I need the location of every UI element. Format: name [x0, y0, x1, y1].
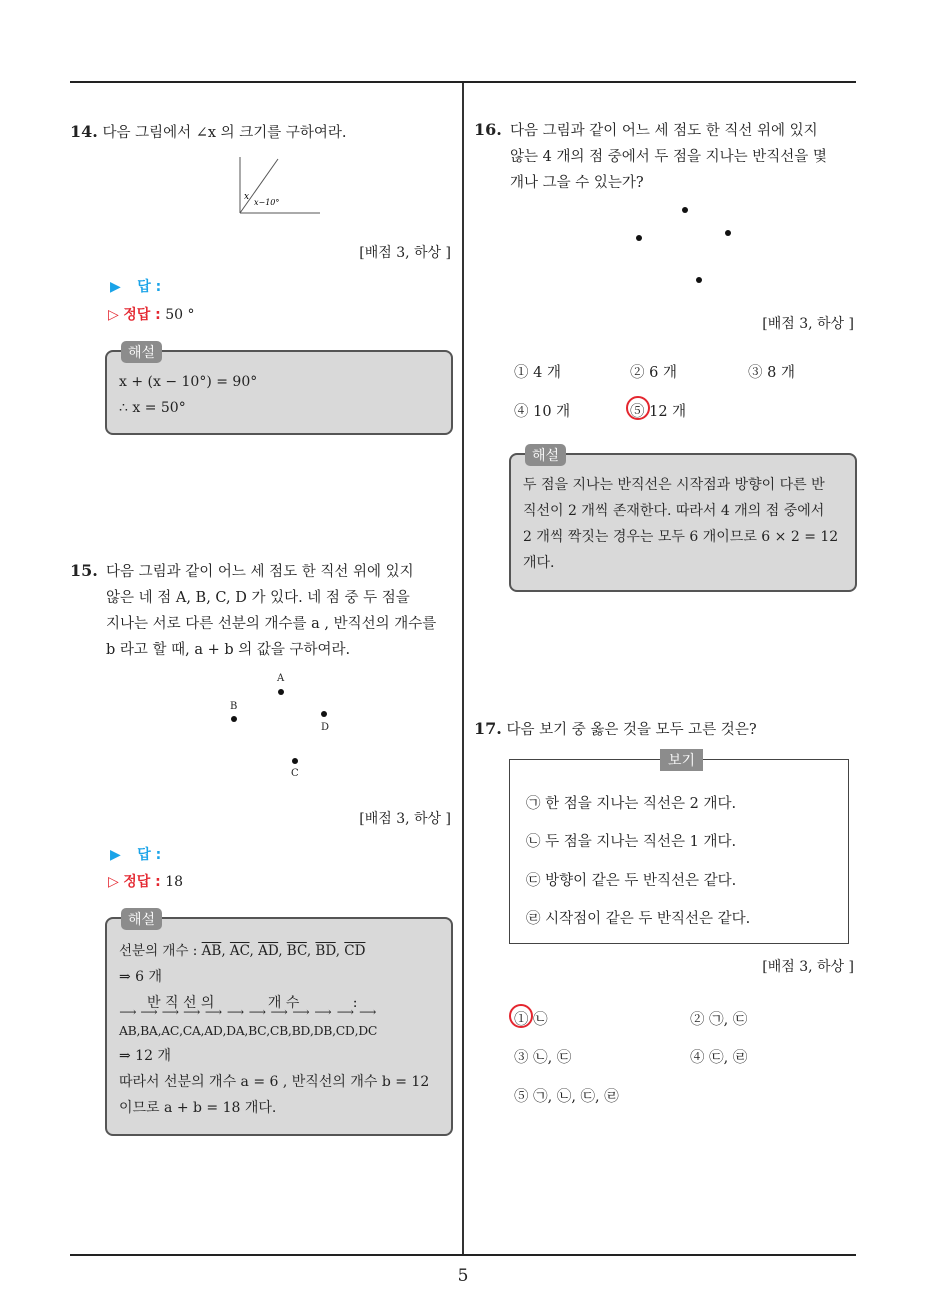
- question-17: [474, 716, 757, 743]
- correct-label: 정답 :: [123, 874, 161, 890]
- ray-list: ⟶ AB,⟶ BA,⟶ AC,⟶ CA,⟶ AD,⟶ DA,⟶ BC,⟶ CB,⟶ BD,⟶ DB,⟶ CD,⟶ DC: [119, 1018, 377, 1044]
- answer-label: 답 :: [137, 847, 162, 863]
- correct-arrow-icon: ▷: [108, 307, 119, 323]
- explanation-title: 해설: [121, 341, 162, 363]
- choice-2[interactable]: ② 6 개: [630, 365, 677, 381]
- point-label-c: C: [291, 768, 299, 779]
- ray: ⟶ CA: [183, 1018, 201, 1044]
- point: [682, 207, 688, 213]
- explanation-line: 이므로 a + b = 18 개다.: [119, 1100, 277, 1116]
- correct-row: [108, 304, 194, 324]
- score: [배점 3, 하상 ]: [762, 316, 854, 332]
- bogi-item: ㉠ 한 점을 지나는 직선은 2 개다.: [526, 796, 737, 812]
- question-line: 지나는 서로 다른 선분의 개수를 a , 반직선의 개수를: [106, 616, 437, 632]
- question-text: 다음 그림에서 ∠x 의 크기를 구하여라.: [102, 125, 347, 141]
- question-number: 16.: [474, 120, 502, 139]
- question-number: 14.: [70, 122, 98, 141]
- choice-4[interactable]: ④ ㉢, ㉣: [690, 1050, 748, 1066]
- segment-list: 선분의 개수 : $\overline{AB}$, $\overline{AC}$, $\overline{AD}$, $\overline{BC}$, $\overline{BD}$, $\overline{CD}$: [119, 943, 366, 959]
- point-d: [321, 711, 327, 717]
- question-line: 않은 네 점 A, B, C, D 가 있다. 네 점 중 두 점을: [106, 590, 410, 606]
- page-number: 5: [457, 1266, 469, 1286]
- segment-result: ⇒ 6 개: [119, 969, 163, 985]
- ray-prefix: 반 직 선 의 개 수 :: [147, 995, 358, 1011]
- point: [636, 235, 642, 241]
- ray-result: ⇒ 12 개: [119, 1048, 171, 1064]
- ray: ⟶ DC: [358, 1018, 377, 1044]
- question-line: b 라고 할 때, a + b 의 값을 구하여라.: [106, 642, 351, 658]
- correct-row: [108, 871, 183, 891]
- ray: ⟶ CB: [270, 1018, 288, 1044]
- ray: ⟶ AD: [204, 1018, 222, 1044]
- answer-mark-circle: [626, 396, 650, 420]
- explanation-line: 2 개씩 짝짓는 경우는 모두 6 개이므로 6 × 2 = 12: [523, 529, 839, 545]
- score: [배점 3, 하상 ]: [359, 811, 451, 827]
- segment: $\overline{CD}$: [344, 943, 366, 959]
- footer-rule: [70, 1254, 856, 1256]
- ray: ⟶ DB: [314, 1018, 332, 1044]
- bogi-item: ㉢ 방향이 같은 두 반직선은 같다.: [526, 873, 737, 889]
- ray: ⟶ AB: [119, 1018, 136, 1044]
- segment: $\overline{BD}$: [315, 943, 336, 959]
- answer-mark-circle: [509, 1004, 533, 1028]
- ray: ⟶ DA: [226, 1018, 244, 1044]
- bogi-title: 보기: [660, 749, 703, 771]
- explanation-line: 두 점을 지나는 반직선은 시작점과 방향이 다른 반: [523, 477, 825, 493]
- explanation-line: ∴ x = 50°: [119, 400, 186, 416]
- correct-value: 18: [165, 874, 184, 890]
- bogi-item: ㉡ 두 점을 지나는 직선은 1 개다.: [526, 834, 737, 850]
- point-label-a: A: [277, 673, 285, 684]
- fig-label-expr: x−10°: [254, 198, 280, 207]
- correct-label: 정답 :: [123, 307, 161, 323]
- choice-4[interactable]: ④ 10 개: [514, 404, 571, 420]
- point-c: [292, 758, 298, 764]
- point-a: [278, 689, 284, 695]
- bogi-box: [509, 753, 849, 944]
- segment: $\overline{AB}$: [201, 943, 222, 959]
- column-divider: [462, 83, 464, 1254]
- segment: $\overline{BC}$: [286, 943, 307, 959]
- explanation-box: [105, 345, 453, 435]
- explanation-box: [105, 912, 453, 1136]
- score: [배점 3, 하상 ]: [762, 959, 854, 975]
- ray: ⟶ AC: [161, 1018, 179, 1044]
- fig-label-x: x: [244, 192, 250, 202]
- point: [696, 277, 702, 283]
- question-number: 15.: [70, 561, 98, 580]
- explanation-line: 개다.: [523, 555, 555, 571]
- choice-3[interactable]: ③ 8 개: [748, 365, 795, 381]
- segment: $\overline{AC}$: [229, 943, 250, 959]
- question-14: [70, 119, 347, 146]
- point-label-b: B: [230, 701, 238, 712]
- explanation-line: x + (x − 10°) = 90°: [119, 374, 258, 390]
- correct-arrow-icon: ▷: [108, 874, 119, 890]
- choice-5[interactable]: ⑤ 12 개: [630, 404, 687, 420]
- question-number: 17.: [474, 719, 502, 738]
- answer-row: [110, 844, 161, 864]
- explanation-box: [509, 448, 857, 592]
- angle-figure: [238, 155, 322, 217]
- segment-prefix: 선분의 개수 :: [119, 943, 202, 959]
- choice-5[interactable]: ⑤ ㉠, ㉡, ㉢, ㉣: [514, 1089, 619, 1105]
- answer-arrow-icon: ▶: [110, 279, 121, 295]
- question-line: 다음 그림과 같이 어느 세 점도 한 직선 위에 있지: [510, 123, 818, 139]
- answer-label: 답 :: [137, 279, 162, 295]
- answer-arrow-icon: ▶: [110, 847, 121, 863]
- ray: ⟶ CD: [336, 1018, 355, 1044]
- point: [725, 230, 731, 236]
- ray: ⟶ BD: [292, 1018, 310, 1044]
- question-line: 다음 그림과 같이 어느 세 점도 한 직선 위에 있지: [106, 564, 414, 580]
- point-label-d: D: [321, 722, 330, 733]
- question-line: 개나 그을 수 있는가?: [510, 175, 644, 191]
- choice-1[interactable]: ① ㉡: [514, 1012, 548, 1028]
- explanation-line: 따라서 선분의 개수 a = 6 , 반직선의 개수 b = 12: [119, 1074, 430, 1090]
- explanation-line: 직선이 2 개씩 존재한다. 따라서 4 개의 점 중에서: [523, 503, 825, 519]
- score: [배점 3, 하상 ]: [359, 245, 451, 261]
- ray: ⟶ BA: [140, 1018, 157, 1044]
- answer-row: [110, 276, 161, 296]
- bogi-item: ㉣ 시작점이 같은 두 반직선은 같다.: [526, 911, 751, 927]
- explanation-title: 해설: [525, 444, 566, 466]
- correct-value: 50 °: [165, 307, 195, 323]
- ray: ⟶ BC: [248, 1018, 266, 1044]
- choice-3[interactable]: ③ ㉡, ㉢: [514, 1050, 572, 1066]
- question-line: 않는 4 개의 점 중에서 두 점을 지나는 반직선을 몇: [510, 149, 827, 165]
- point-b: [231, 716, 237, 722]
- segment: $\overline{AD}$: [258, 943, 279, 959]
- choice-1[interactable]: ① 4 개: [514, 365, 561, 381]
- question-text: 다음 보기 중 옳은 것을 모두 고른 것은?: [506, 722, 757, 738]
- choice-2[interactable]: ② ㉠, ㉢: [690, 1012, 748, 1028]
- explanation-title: 해설: [121, 908, 162, 930]
